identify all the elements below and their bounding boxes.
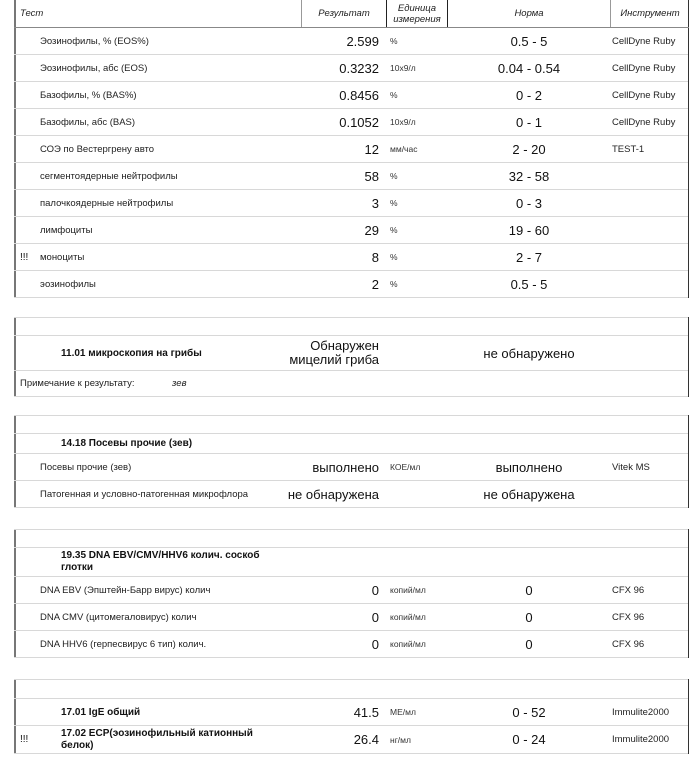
header-unit: Единица измерения: [393, 2, 441, 25]
fungi-result: [289, 339, 379, 367]
table-row: [14, 82, 689, 109]
test-name: эозинофилы: [40, 278, 96, 290]
ige-row: [14, 699, 689, 726]
instrument: CellDyne Ruby: [612, 89, 676, 101]
test-name: DNA HHV6 (герпесвирус 6 тип) колич.: [40, 638, 207, 650]
result-value: не обнаружена: [287, 486, 379, 502]
test-name-line1: 17.02 ECP(эозинофильный катионный: [61, 727, 253, 739]
header-test: Тест: [20, 8, 44, 19]
test-name: лимфоциты: [40, 224, 93, 236]
test-name: Посевы прочие (зев): [40, 461, 132, 473]
unit: 10x9/л: [390, 117, 416, 127]
table-row: [14, 481, 689, 508]
test-name: СОЭ по Вестергрену авто: [40, 143, 155, 155]
immuno-section: [14, 679, 689, 754]
section-spacer-row: [14, 679, 689, 699]
fungi-section: [14, 317, 689, 397]
result-value: 2.599: [346, 33, 379, 49]
test-name: моноциты: [40, 251, 85, 263]
ecp-row: [14, 726, 689, 754]
instrument: CFX 96: [612, 611, 645, 623]
unit: %: [390, 90, 398, 100]
test-name: Патогенная и условно-патогенная микрофлора: [40, 488, 249, 500]
norm: 0 - 52: [512, 704, 546, 720]
dna-section: [14, 529, 689, 658]
instrument: TEST-1: [612, 143, 645, 155]
test-name-line2: белок): [61, 739, 94, 751]
dna-title: [61, 550, 260, 574]
result-value: 41.5: [353, 704, 379, 720]
norm: 0 - 3: [515, 195, 542, 211]
instrument: CellDyne Ruby: [612, 62, 676, 74]
test-name: DNA CMV (цитомегаловирус) колич: [40, 611, 197, 623]
table-row: [14, 136, 689, 163]
note-value: зев: [172, 378, 187, 389]
norm: выполнено: [495, 459, 563, 475]
table-row: [14, 631, 689, 658]
section-spacer-row: [14, 415, 689, 434]
fungi-result-line1: Обнаружен: [310, 338, 379, 353]
unit: %: [390, 252, 398, 262]
fungi-norm: не обнаружено: [483, 345, 575, 361]
norm: 0.5 - 5: [510, 276, 548, 292]
test-name: 17.01 IgE общий: [61, 706, 141, 718]
table-row: [14, 604, 689, 631]
instrument: Immulite2000: [612, 706, 670, 718]
section-spacer-row: [14, 529, 689, 548]
unit: нг/мл: [390, 734, 411, 745]
test-name: палочкоядерные нейтрофилы: [40, 197, 174, 209]
culture-title: 14.18 Посевы прочие (зев): [61, 438, 193, 449]
unit: %: [390, 36, 398, 46]
unit: копий/мл: [390, 639, 426, 649]
result-value: 0.1052: [339, 114, 379, 130]
culture-title-row: [14, 434, 689, 454]
table-row: [14, 271, 689, 298]
test-name: Базофилы, абс (BAS): [40, 116, 136, 128]
table-row: [14, 163, 689, 190]
header-result: Результат: [318, 8, 370, 19]
result-value: 29: [364, 222, 379, 238]
result-value: 0.8456: [339, 87, 379, 103]
unit: КОЕ/мл: [390, 462, 421, 472]
test-name: Эозинофилы, абс (EOS): [40, 62, 148, 74]
table-row: [14, 109, 689, 136]
dna-title-line2: глотки: [61, 562, 94, 573]
norm: 0 - 2: [515, 87, 542, 103]
unit: мм/час: [390, 144, 418, 154]
dna-title-row: [14, 548, 689, 577]
instrument: Immulite2000: [612, 734, 670, 745]
table-row: [14, 217, 689, 244]
result-value: 2: [371, 276, 379, 292]
section-spacer-row: [14, 317, 689, 336]
table-row: [14, 28, 689, 55]
norm: 0.04 - 0.54: [497, 60, 561, 76]
unit: 10x9/л: [390, 63, 416, 73]
unit: %: [390, 225, 398, 235]
result-value: 0: [371, 609, 379, 625]
dna-title-line1: 19.35 DNA EBV/CMV/HHV6 колич. соскоб: [61, 550, 260, 561]
result-value: 12: [364, 141, 379, 157]
unit: %: [390, 171, 398, 181]
test-name: Эозинофилы, % (EOS%): [40, 35, 149, 47]
result-value: 0: [371, 582, 379, 598]
table-row: [14, 190, 689, 217]
norm: 2 - 7: [515, 249, 542, 265]
instrument: CellDyne Ruby: [612, 116, 676, 128]
result-value: 0.3232: [339, 60, 379, 76]
test-name: [61, 728, 253, 752]
table-row: [14, 454, 689, 481]
instrument: CellDyne Ruby: [612, 35, 676, 47]
test-name: Базофилы, % (BAS%): [40, 89, 137, 101]
result-value: выполнено: [312, 459, 379, 475]
table-row: [14, 55, 689, 82]
test-name: DNA EBV (Эпштейн-Барр вирус) колич: [40, 584, 211, 596]
fungi-result-line2: мицелий гриба: [289, 352, 379, 367]
culture-section: [14, 415, 689, 508]
instrument: CFX 96: [612, 638, 645, 650]
unit: %: [390, 198, 398, 208]
unit: МЕ/мл: [390, 707, 416, 717]
norm: не обнаружена: [483, 486, 575, 502]
result-value: 26.4: [353, 732, 379, 747]
table-row: [14, 244, 689, 271]
header-norm: Норма: [514, 8, 544, 19]
note-label: Примечание к результату:: [20, 378, 135, 389]
norm: 0: [525, 582, 533, 598]
norm: 0: [525, 609, 533, 625]
result-value: 58: [364, 168, 379, 184]
test-name: сегментоядерные нейтрофилы: [40, 170, 178, 182]
header-instrument: Инструмент: [620, 8, 680, 19]
alert-flag: !!!: [20, 251, 29, 263]
norm: 0.5 - 5: [510, 33, 548, 49]
unit: копий/мл: [390, 585, 426, 595]
table-row: [14, 577, 689, 604]
result-value: 3: [371, 195, 379, 211]
norm: 19 - 60: [508, 222, 550, 238]
cbc-section: [14, 28, 689, 298]
fungi-title: 11.01 микроскопия на грибы: [61, 347, 202, 359]
unit: %: [390, 279, 398, 289]
fungi-test-row: [14, 336, 689, 371]
unit: копий/мл: [390, 612, 426, 622]
table-header: [14, 0, 689, 28]
instrument: Vitek MS: [612, 461, 650, 473]
alert-flag: !!!: [20, 734, 29, 745]
result-value: 0: [371, 636, 379, 652]
norm: 32 - 58: [508, 168, 550, 184]
norm: 0: [525, 636, 533, 652]
fungi-note-row: [14, 371, 689, 397]
norm: 0 - 24: [512, 732, 546, 747]
instrument: CFX 96: [612, 584, 645, 596]
norm: 0 - 1: [515, 114, 542, 130]
result-value: 8: [371, 249, 379, 265]
norm: 2 - 20: [512, 141, 546, 157]
